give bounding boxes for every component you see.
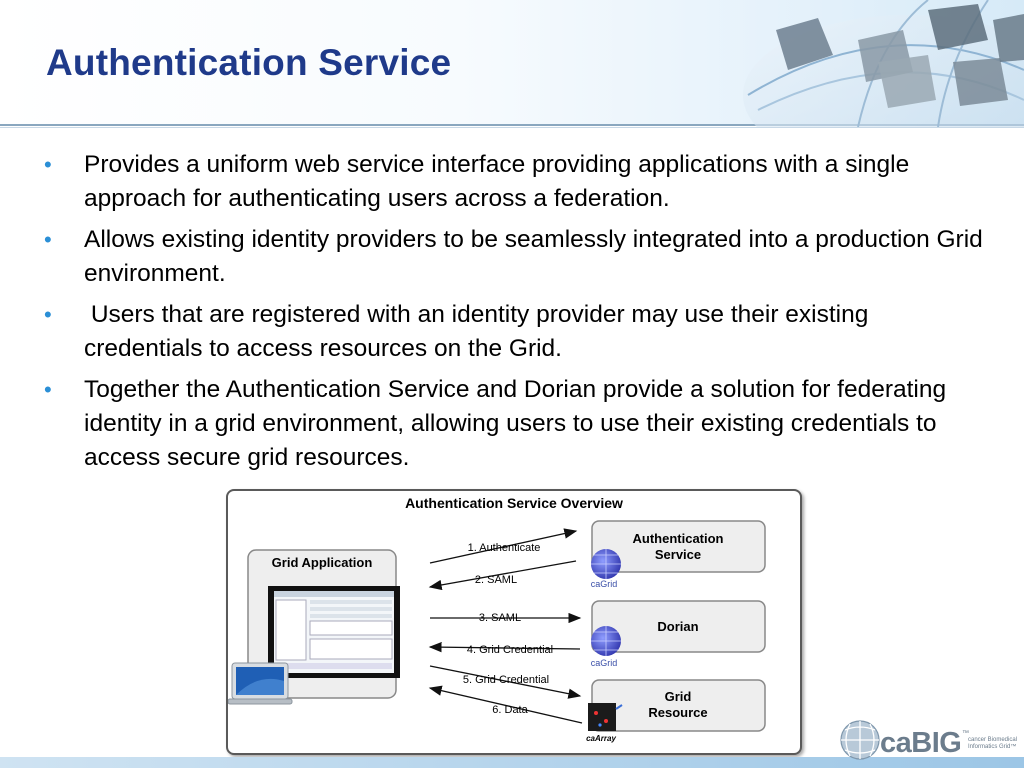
bullet-dot-icon: • bbox=[44, 377, 52, 402]
bullet-list bbox=[44, 148, 984, 482]
bullet-text: Together the Authentication Service and Dorian provide a solution for federating identity in a grid environment, allowing users to use their existing credentials to access secure grid resources. bbox=[84, 376, 947, 471]
auth-overview-diagram bbox=[226, 489, 802, 755]
globe-illustration-icon bbox=[738, 0, 1024, 127]
header-divider-thin bbox=[0, 127, 1024, 128]
caarray-badge-label: caArray bbox=[586, 734, 616, 743]
bullet-item bbox=[44, 298, 984, 366]
bullet-dot-icon: • bbox=[44, 302, 52, 327]
step-4-label: 4. Grid Credential bbox=[466, 644, 554, 656]
grid-resource-label-line1: Grid bbox=[664, 689, 692, 704]
bullet-dot-icon: • bbox=[44, 227, 52, 252]
cagrid-globe-icon bbox=[591, 626, 621, 668]
step-6-label: 6. Data bbox=[492, 704, 528, 716]
grid-resource-label-line2: Resource bbox=[648, 705, 708, 720]
cabig-logo-text: caBIG bbox=[880, 727, 962, 759]
grid-application-label: Grid Application bbox=[271, 555, 373, 570]
authentication-service-label-line1: Authentication bbox=[632, 531, 724, 546]
cabig-logo-subtitle: cancer Biomedical Informatics Grid™ bbox=[968, 737, 1018, 750]
bullet-text: Allows existing identity providers to be seamlessly integrated into a production Grid environment. bbox=[84, 226, 983, 287]
slide-title: Authentication Service bbox=[46, 42, 452, 83]
cagrid-badge-label: caGrid bbox=[590, 658, 618, 668]
grid-resource-box bbox=[592, 680, 765, 731]
laptop-icon bbox=[228, 663, 292, 704]
bullet-dot-icon: • bbox=[44, 152, 52, 177]
step-1-label: 1. Authenticate bbox=[467, 542, 541, 554]
bullet-text: Users that are registered with an identity provider may use their existing credentials to access resources on the Grid. bbox=[84, 301, 876, 362]
bullet-item bbox=[44, 223, 984, 291]
bullet-item bbox=[44, 148, 984, 216]
cabig-logo-trademark: ™ bbox=[962, 730, 969, 737]
bullet-text: Provides a uniform web service interface providing applications with a single approach for authenticating users across a federation. bbox=[84, 151, 910, 212]
step-3-label: 3. SAML bbox=[478, 612, 522, 624]
cagrid-badge-label: caGrid bbox=[590, 579, 618, 589]
dorian-label: Dorian bbox=[657, 619, 699, 634]
step-2-label: 2. SAML bbox=[474, 574, 518, 586]
step-5-label: 5. Grid Credential bbox=[462, 674, 550, 686]
diagram-title: Authentication Service Overview bbox=[405, 495, 623, 511]
authentication-service-label-line2: Service bbox=[654, 547, 702, 562]
cagrid-globe-icon bbox=[591, 549, 621, 589]
bullet-item bbox=[44, 373, 984, 475]
